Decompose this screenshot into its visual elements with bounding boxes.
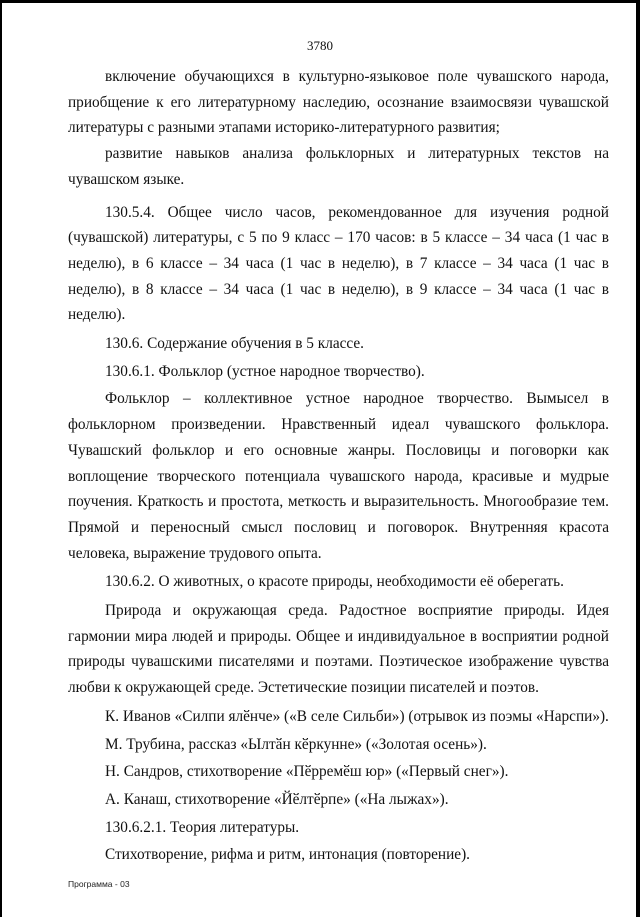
paragraph: Фольклор – коллективное устное народное творчество. Вымысел в фольклорном произведении. Нравственный идеал чувашского фольклора. Чувашский фольклор и его основные жанры. Пословицы и поговорки как воплощение творческого потенциала чувашского народа, красивые и мудрые поучения. Краткость и простота, меткость и выразительность. Многообразие тем. Прямой и переносный смысл пословиц и поговорок. Внутренняя красота человека, выражение трудового опыта. (68, 390, 609, 562)
paragraph: Природа и окружающая среда. Радостное восприятие природы. Идея гармонии мира людей и природы. Общее и индивидуальное в восприятии родной природы чувашскими писателями и поэтами. Поэтическое изображение чувства любви к окружающей среде. Эстетические позиции писателей и поэтов. (68, 602, 609, 697)
section-heading: 130.6.2. О животных, о красоте природы, необходимости её оберегать. (105, 573, 564, 591)
section-heading: 130.6.2.1. Теория литературы. (105, 818, 300, 836)
reading-list-item: А. Канаш, стихотворение «Йӗлтӗрпе» («На лыжах»). (105, 790, 449, 808)
document-body (68, 64, 609, 868)
reading-list-item: Н. Сандров, стихотворение «Пӗрремӗш юр» («Первый снег»). (105, 763, 509, 781)
section-heading: 130.6. Содержание обучения в 5 классе. (105, 335, 365, 353)
paragraph: 130.5.4. Общее число часов, рекомендованное для изучения родной (чувашской) литературы, с 5 по 9 класс – 170 часов: в 5 классе – 34 часа (1 час в неделю), в 6 классе – 34 часа (1 час в неделю), в 7 классе – 34 часа (1 час в неделю), в 8 классе – 34 часа (1 час в неделю), в 9 классе – 34 часа (1 час в неделю). (68, 203, 609, 324)
scan-border-top (0, 0, 640, 3)
reading-list-item: М. Трубина, рассказ «Ылтӑн кӗркунне» («Золотая осень»). (105, 735, 487, 753)
paragraph: развитие навыков анализа фольклорных и литературных текстов на чувашском языке. (68, 145, 609, 188)
footer-label: Программа - 03 (68, 879, 130, 889)
paragraph: Стихотворение, рифма и ритм, интонация (повторение). (105, 846, 471, 864)
paragraph: включение обучающихся в культурно-языковое поле чувашского народа, приобщение к его литературному наследию, осознание взаимосвязи чувашской литературы с разными этапами историко-литературного развития; (68, 68, 609, 137)
section-heading: 130.6.1. Фольклор (устное народное творчество). (105, 362, 425, 380)
scan-border-left (0, 0, 2, 917)
scan-border-right (636, 0, 640, 917)
page-number: 3780 (307, 38, 333, 53)
reading-list-item: К. Иванов «Силпи ялӗнче» («В селе Сильби») (отрывок из поэмы «Нарспи»). (105, 707, 609, 725)
